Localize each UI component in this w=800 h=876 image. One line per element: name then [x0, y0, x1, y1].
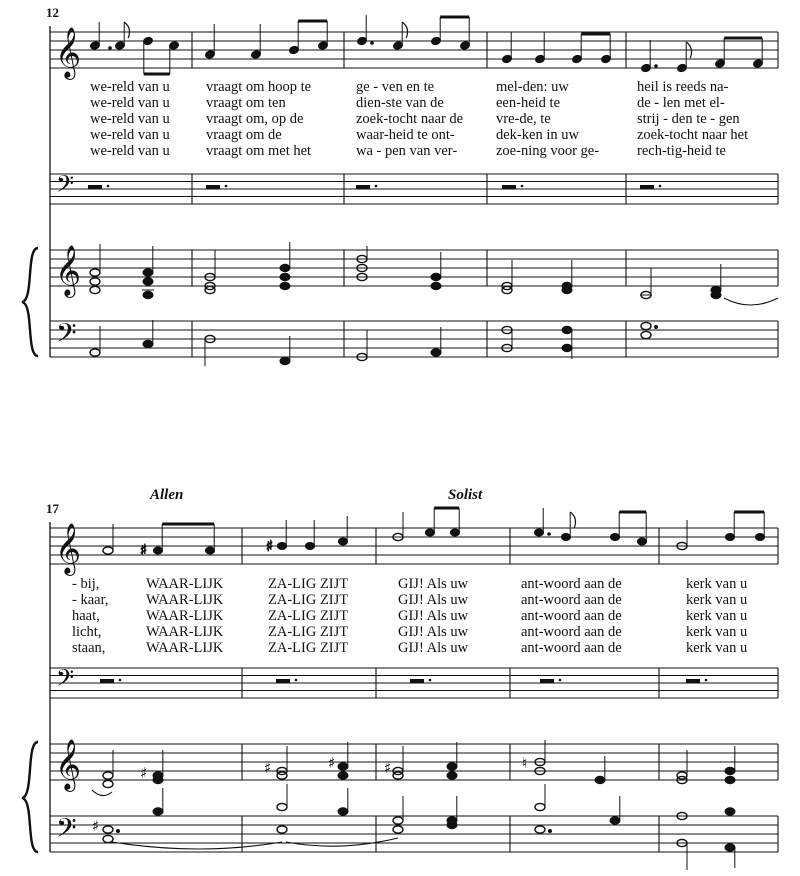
section-label-solist: Solist [448, 487, 483, 503]
lyric-syllables: ZA-LIG ZIJT [268, 576, 349, 592]
lyric-syllables: ant-woord aan de [521, 592, 622, 608]
lyric-syllables: vraagt om hoop te [206, 79, 312, 95]
treble-clef-icon: 𝄞 [55, 523, 82, 574]
lyric-syllables: de - len met el- [637, 95, 725, 111]
lyric-syllables: zoek-tocht naar het [637, 127, 749, 143]
lyric-syllables: kerk van u [686, 608, 748, 624]
lyric-syllables: we-reld van u [90, 79, 170, 95]
svg-text:♯: ♯ [264, 759, 272, 777]
lyric-syllables: WAAR-LIJK [146, 592, 224, 608]
lyric-syllables: ZA-LIG ZIJT [268, 592, 349, 608]
lyric-syllables: vraagt om met het [206, 143, 312, 159]
piano-bass-staff [50, 317, 778, 366]
bass-voice-staff [50, 664, 778, 698]
lyric-syllables: - bij, [72, 576, 100, 592]
svg-text:♯: ♯ [328, 754, 336, 772]
measure-number: 17 [46, 501, 59, 516]
treble-clef-icon: 𝄞 [55, 739, 82, 790]
lyric-line [72, 640, 747, 656]
lyric-syllables: ZA-LIG ZIJT [268, 624, 349, 640]
lyric-syllables: WAAR-LIJK [146, 608, 224, 624]
piano-brace-icon [22, 248, 38, 356]
lyric-syllables: vraagt om de [206, 127, 282, 143]
piano-brace-icon [22, 742, 38, 852]
lyric-syllables: waar-heid te ont- [356, 127, 455, 143]
piano-treble-staff [50, 739, 778, 796]
piano-lh-notes [92, 784, 735, 870]
lyric-syllables: ant-woord aan de [521, 608, 622, 624]
lyric-syllables: WAAR-LIJK [146, 640, 224, 656]
whole-rests [100, 679, 707, 683]
lyric-syllables: we-reld van u [90, 143, 170, 159]
lyric-syllables: kerk van u [686, 624, 748, 640]
piano-lh-notes [90, 320, 657, 366]
lyrics-block [72, 576, 747, 656]
svg-text:♯: ♯ [92, 817, 100, 835]
piano-treble-staff [50, 242, 778, 305]
lyric-syllables: ZA-LIG ZIJT [268, 608, 349, 624]
lyric-syllables: we-reld van u [90, 95, 170, 111]
lyric-syllables: dien-ste van de [356, 95, 444, 111]
lyric-line [90, 111, 740, 127]
lyric-syllables: GIJ! Als uw [398, 576, 469, 592]
lyric-syllables: heil is reeds na- [637, 79, 729, 95]
treble-clef-icon: 𝄞 [55, 27, 82, 78]
lyric-syllables: zoek-tocht naar de [356, 111, 464, 127]
lyric-syllables: dek-ken in uw [496, 127, 579, 143]
system-1 [22, 5, 778, 366]
lyric-syllables: vre-de, te [496, 111, 551, 127]
soprano-notes [103, 508, 765, 559]
lyric-syllables: vraagt om, op de [206, 111, 304, 127]
bass-clef-icon: 𝄢 [56, 664, 75, 697]
lyric-line [72, 624, 747, 640]
piano-rh-chords [90, 242, 778, 305]
bass-clef-icon: 𝄢 [56, 170, 75, 203]
lyric-syllables: zoe-ning voor ge- [496, 143, 600, 159]
lyric-syllables: een-heid te [496, 95, 561, 111]
bass-clef-icon: 𝄢 [56, 317, 77, 355]
soprano-staff [50, 15, 778, 80]
lyric-syllables: staan, [72, 640, 106, 656]
measure-number: 12 [46, 5, 59, 20]
lyric-syllables: kerk van u [686, 592, 748, 608]
lyric-line [72, 592, 747, 608]
lyric-line [90, 127, 748, 143]
lyrics-block [90, 79, 748, 159]
lyric-syllables: strij - den te - gen [637, 111, 740, 127]
lyric-syllables: GIJ! Als uw [398, 640, 469, 656]
svg-text:♯: ♯ [140, 541, 148, 559]
lyric-syllables: ant-woord aan de [521, 640, 622, 656]
lyric-syllables: WAAR-LIJK [146, 576, 224, 592]
section-label-allen: Allen [150, 487, 184, 503]
bass-clef-icon: 𝄢 [56, 812, 77, 850]
system-2 [22, 487, 778, 870]
lyric-syllables: GIJ! Als uw [398, 592, 469, 608]
lyric-line [72, 608, 747, 624]
lyric-syllables: ZA-LIG ZIJT [268, 640, 349, 656]
lyric-syllables: WAAR-LIJK [146, 624, 224, 640]
lyric-syllables: vraagt om ten [206, 95, 286, 111]
svg-text:♯: ♯ [266, 537, 274, 555]
svg-text:♯: ♯ [384, 759, 392, 777]
lyric-syllables: - kaar, [72, 592, 109, 608]
lyric-syllables: wa - pen van ver- [356, 143, 458, 159]
piano-rh-chords [92, 740, 735, 796]
lyric-syllables: GIJ! Als uw [398, 624, 469, 640]
lyric-line [90, 95, 725, 111]
piano-bass-staff [50, 784, 778, 870]
lyric-syllables: licht, [72, 624, 102, 640]
soprano-staff [50, 508, 778, 576]
lyric-syllables: we-reld van u [90, 127, 170, 143]
svg-text:♮: ♮ [522, 754, 528, 772]
lyric-syllables: we-reld van u [90, 111, 170, 127]
lyric-syllables: kerk van u [686, 640, 748, 656]
lyric-syllables: kerk van u [686, 576, 748, 592]
treble-clef-icon: 𝄞 [55, 245, 82, 296]
lyric-syllables: haat, [72, 608, 100, 624]
soprano-notes [89, 15, 763, 74]
lyric-syllables: rech-tig-heid te [637, 143, 726, 159]
whole-rests [88, 185, 661, 189]
svg-text:♯: ♯ [140, 764, 148, 782]
lyric-line [90, 79, 729, 95]
bass-voice-staff [50, 170, 778, 204]
lyric-syllables: ge - ven en te [356, 79, 435, 95]
lyric-syllables: ant-woord aan de [521, 624, 622, 640]
lyric-line [72, 576, 747, 592]
lyric-syllables: mel-den: uw [496, 79, 569, 95]
lyric-syllables: GIJ! Als uw [398, 608, 469, 624]
lyric-syllables: ant-woord aan de [521, 576, 622, 592]
lyric-line [90, 143, 726, 159]
